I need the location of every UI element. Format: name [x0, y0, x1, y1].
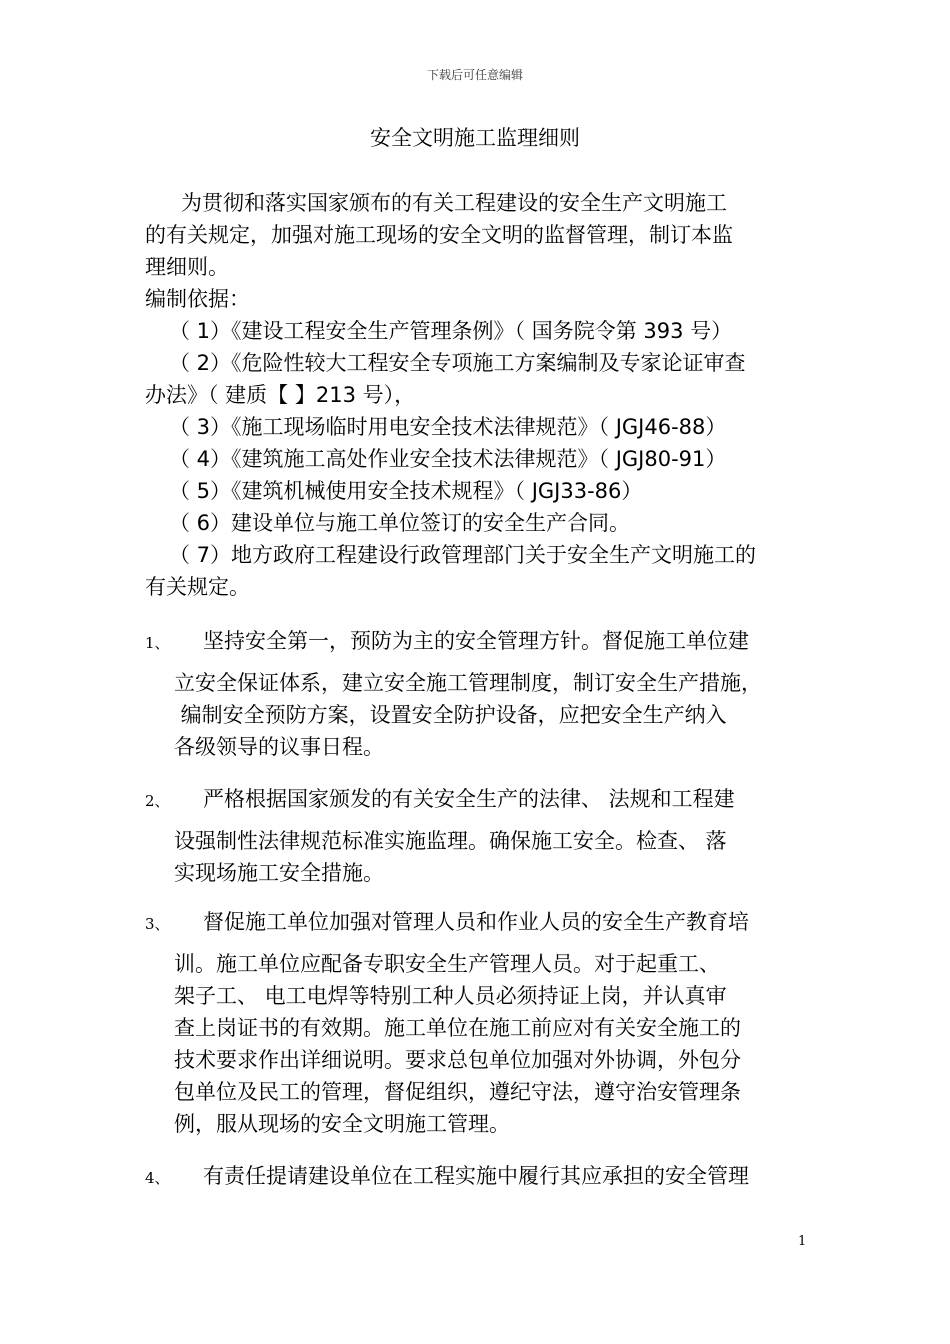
numbered-item-line: 例，服从现场的安全文明施工管理。: [174, 1112, 510, 1136]
basis-item: （ 4）《建筑施工高处作业安全技术法律规范》（ JGJ80-91）: [169, 447, 727, 471]
numbered-item-line: 架子工、 电工电焊等特别工种人员必须持证上岗，并认真审: [174, 984, 727, 1008]
page-number: 1: [798, 1234, 807, 1249]
numbered-item-first-line: [145, 783, 813, 815]
document-title: 安全文明施工监理细则: [370, 126, 580, 150]
numbered-item-line: 训。施工单位应配备专职安全生产管理人员。对于起重工、: [174, 952, 720, 976]
numbered-item-first-line: [145, 1160, 813, 1192]
numbered-item-text: 有责任提请建设单位在工程实施中履行其应承担的安全管理: [203, 1164, 749, 1188]
basis-item: （ 2）《危险性较大工程安全专项施工方案编制及专家论证审查: [169, 351, 746, 375]
numbered-item-line: 各级领导的议事日程。: [174, 735, 384, 759]
numbered-item-line: 查上岗证书的有效期。施工单位在施工前应对有关安全施工的: [174, 1016, 741, 1040]
basis-heading: 编制依据：: [145, 287, 250, 311]
page-header-note: 下载后可任意编辑: [426, 68, 523, 82]
basis-item: （ 7）地方政府工程建设行政管理部门关于安全生产文明施工的: [169, 543, 757, 567]
numbered-item: [145, 625, 813, 763]
numbered-item-continuation: [145, 825, 813, 889]
basis-item-continued: 办法》（ 建质【 】213 号），: [145, 383, 416, 407]
numbered-item-label: 2、: [145, 792, 170, 810]
basis-item: （ 5）《建筑机械使用安全技术规程》（ JGJ33-86）: [169, 479, 643, 503]
numbered-item-text: 坚持安全第一，预防为主的安全管理方针。督促施工单位建: [203, 629, 749, 653]
numbered-item: [145, 783, 813, 889]
intro-line: 为贯彻和落实国家颁布的有关工程建设的安全生产文明施工: [181, 191, 727, 215]
basis-item: （ 1）《建设工程安全生产管理条例》（ 国务院令第 393 号）: [169, 319, 733, 343]
basis-item: （ 6）建设单位与施工单位签订的安全生产合同。: [169, 511, 631, 535]
numbered-item-first-line: [145, 625, 813, 657]
numbered-item-text: 严格根据国家颁发的有关安全生产的法律、 法规和工程建: [203, 787, 735, 811]
intro-line: 理细则。: [145, 255, 229, 279]
numbered-item-line: 实现场施工安全措施。: [174, 861, 384, 885]
numbered-item-line: 设强制性法律规范标准实施监理。确保施工安全。检查、 落: [174, 829, 727, 853]
numbered-item-label: 4、: [145, 1169, 170, 1187]
numbered-item: [145, 906, 813, 1140]
numbered-item-label: 3、: [145, 915, 170, 933]
numbered-item-line: 包单位及民工的管理，督促组织，遵纪守法，遵守治安管理条: [174, 1080, 741, 1104]
basis-item: （ 3）《施工现场临时用电安全技术法律规范》（ JGJ46-88）: [169, 415, 727, 439]
numbered-item-continuation: [145, 948, 813, 1140]
numbered-item-line: 编制安全预防方案，设置安全防护设备，应把安全生产纳入: [174, 703, 727, 727]
intro-paragraph: [145, 187, 813, 603]
numbered-item-first-line: [145, 906, 813, 938]
numbered-item-continuation: [145, 667, 813, 763]
numbered-item: [145, 1160, 813, 1192]
numbered-item-label: 1、: [145, 634, 170, 652]
numbered-item-text: 督促施工单位加强对管理人员和作业人员的安全生产教育培: [203, 910, 749, 934]
numbered-item-line: 立安全保证体系，建立安全施工管理制度，制订安全生产措施，: [174, 671, 762, 695]
basis-item-continued: 有关规定。: [145, 575, 250, 599]
intro-line: 的有关规定，加强对施工现场的安全文明的监督管理，制订本监: [145, 223, 733, 247]
numbered-item-line: 技术要求作出详细说明。要求总包单位加强对外协调，外包分: [174, 1048, 741, 1072]
